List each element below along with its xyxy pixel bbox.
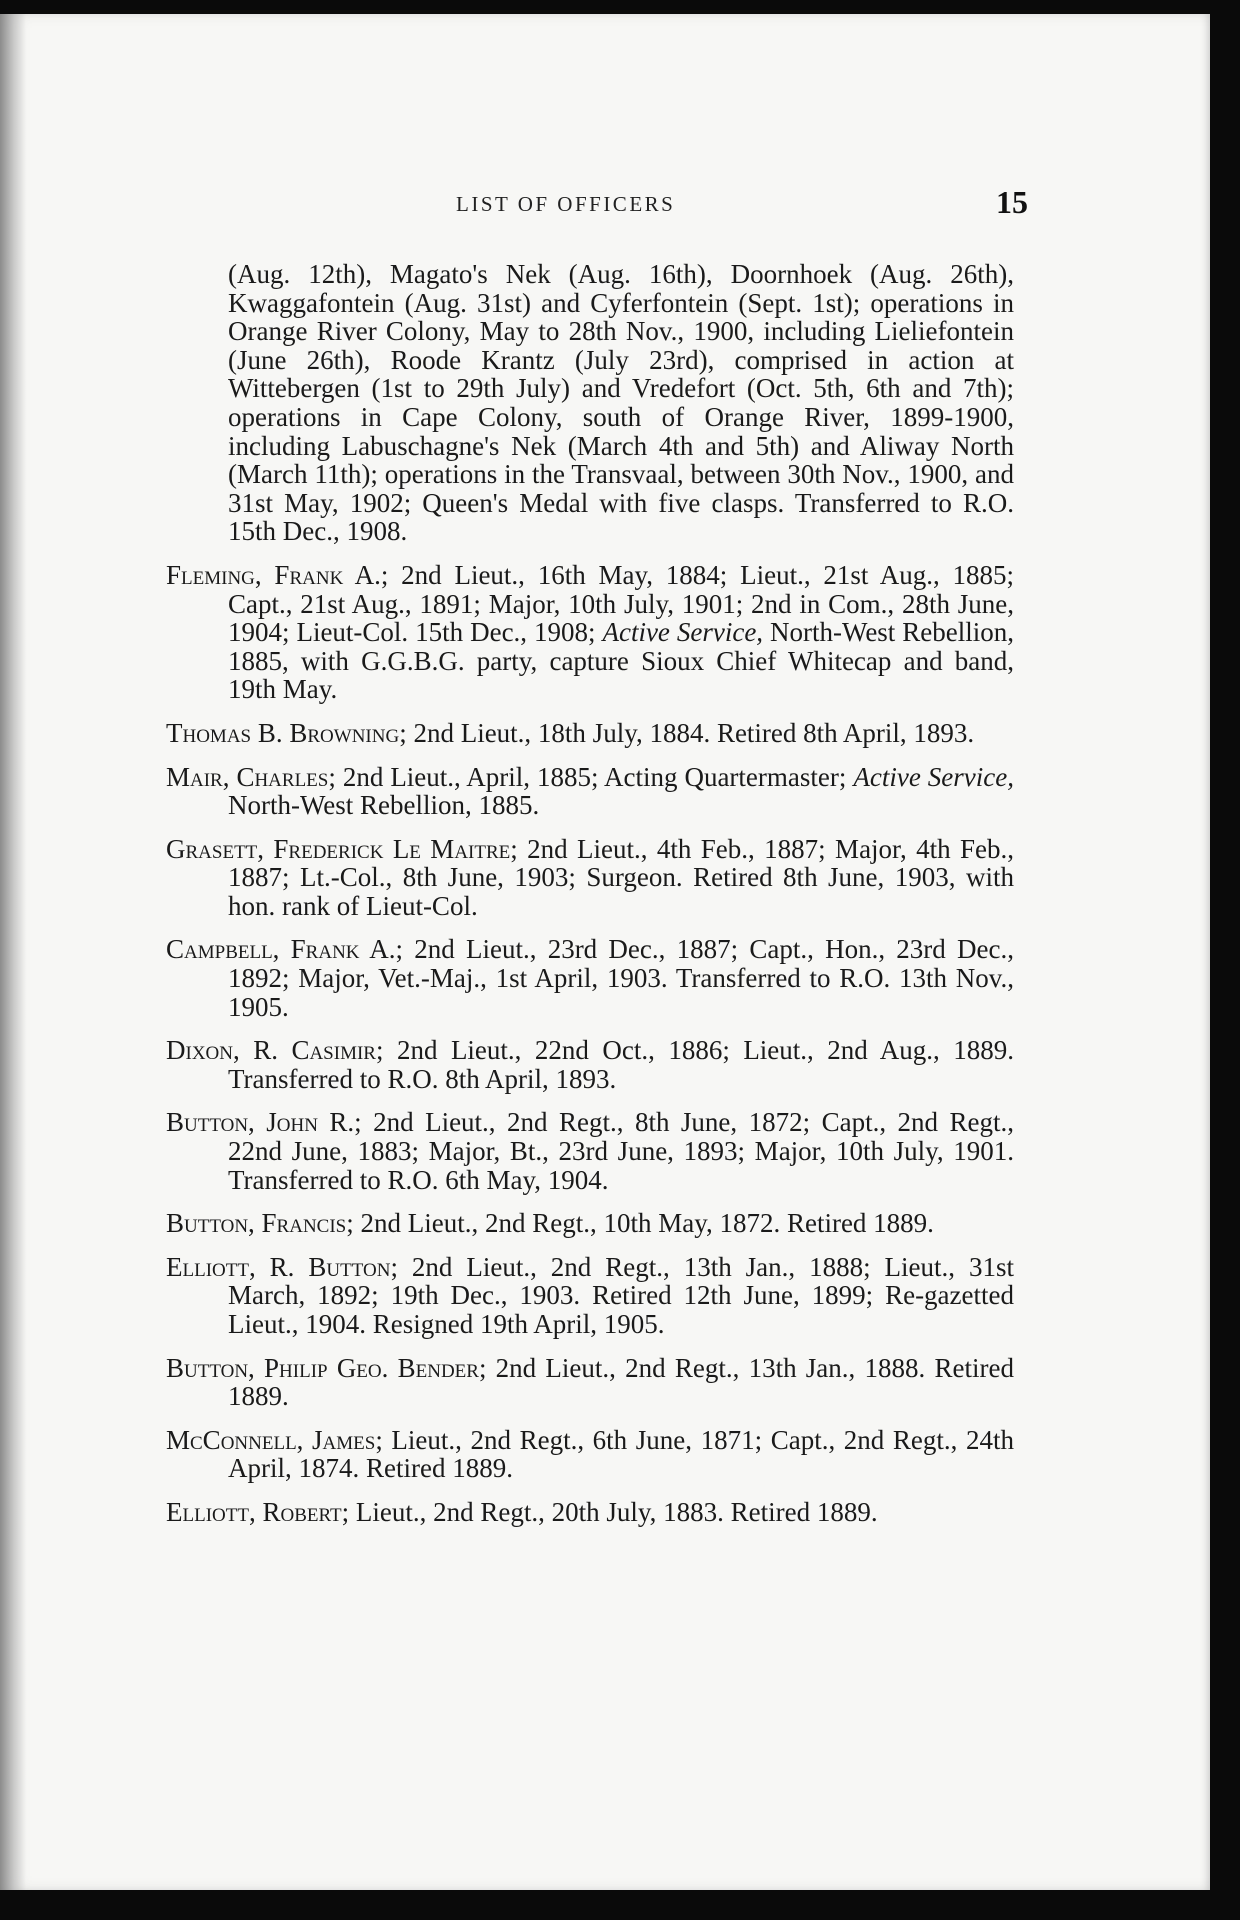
officer-name: Grasett, Frederick Le Maitre [166,833,511,864]
officer-entry-elliott-r-button [166,1253,1014,1339]
book-page [0,14,1210,1890]
entry-text: ; 2nd Lieut., 2nd Regt., 13th Jan., 1888; Lieut., 31st March, 1892; 19th Dec., 1903. Retired 12th June, 1899; Re-gazetted Lieut., 1904. Resigned 19th April, 1905. [228,1251,1014,1339]
entry-text: ; 2nd Lieut., 2nd Regt., 13th Jan., 1888. Retired 1889. [228,1352,1014,1412]
continued-entry: (Aug. 12th), Magato's Nek (Aug. 16th), Doornhoek (Aug. 26th), Kwaggafontein (Aug. 31st) and Cyferfontein (Sept. 1st); operations in Orange River Colony, May to 28th Nov., 1900, including Lieliefontein (June 26th), Roode Krantz (July 23rd), comprised in action at Wittebergen (1st to 29th July) and Vredefort (Oct. 5th, 6th and 7th); operations in Cape Colony, south of Orange River, 1899-1900, including Labuschagne's Nek (March 4th and 5th) and Aliway North (March 11th); operations in the Transvaal, between 30th Nov., 1900, and 31st May, 1902; Queen's Medal with five clasps. Transferred to R.O. 15th Dec., 1908. [228,259,1014,547]
officer-name: Button, John R. [166,1107,355,1138]
officer-entry-fleming [166,561,1014,704]
entry-text: ; 2nd Lieut., April, 1885; Acting Quartermaster; [328,761,854,792]
entry-text-after: North-West Rebellion, 1885, with G.G.B.G. party, capture Sioux Chief Whitecap and band, 19th May. [228,617,1014,705]
officer-name: McConnell, James [166,1424,376,1455]
entry-text: ; 2nd Lieut., 18th July, 1884. Retired 8th April, 1893. [399,717,975,748]
officer-list [166,260,1014,1542]
officer-name: Button, Philip Geo. Bender [166,1352,479,1383]
entry-text: ; 2nd Lieut., 23rd Dec., 1887; Capt., Hon., 23rd Dec., 1892; Major, Vet.-Maj., 1st April, 1903. Transferred to R.O. 13th Nov., 1905. [228,934,1015,1022]
entry-text-after: North-West Rebellion, 1885. [228,790,540,821]
page-header [0,184,1210,224]
entry-italic: Active Service, [853,761,1014,792]
entry-text: ; 2nd Lieut., 16th May, 1884; Lieut., 21st Aug., 1885; Capt., 21st Aug., 1891; Major, 10th July, 1901; 2nd in Com., 28th June, 1904; Lieut-Col. 15th Dec., 1908; [228,559,1014,648]
officer-name: Thomas B. Browning [166,717,400,748]
officer-entry-elliott-robert [166,1498,1014,1527]
officer-entry-button-francis [166,1209,1014,1238]
page-number: 15 [996,184,1028,220]
officer-entry-button-john [166,1108,1014,1194]
officer-entry-mair [166,763,1014,820]
officer-entry-mcconnell [166,1426,1014,1483]
officer-name: Mair, Charles [166,761,329,792]
officer-entry-campbell [166,935,1014,1021]
entry-text: ; Lieut., 2nd Regt., 6th June, 1871; Capt., 2nd Regt., 24th April, 1874. Retired 1889. [228,1424,1014,1484]
entry-text: ; 2nd Lieut., 2nd Regt., 10th May, 1872. Retired 1889. [346,1208,934,1239]
officer-entry-grasett [166,835,1014,921]
officer-entry-browning [166,719,1014,748]
officer-name: Campbell, Frank A. [166,934,396,965]
officer-name: Elliott, R. Button [166,1251,391,1282]
entry-text: ; 2nd Lieut., 22nd Oct., 1886; Lieut., 2nd Aug., 1889. Transferred to R.O. 8th April, 1893. [228,1035,1014,1094]
officer-name: Elliott, Robert [166,1496,342,1527]
officer-name: Button, Francis [166,1208,347,1239]
entry-italic: Active Service, [602,617,764,648]
running-title: LIST OF OFFICERS [456,192,676,216]
officer-name: Fleming, Frank A. [166,559,381,590]
entry-text: ; Lieut., 2nd Regt., 20th July, 1883. Retired 1889. [341,1496,878,1527]
officer-name: Dixon, R. Casimir [166,1035,376,1066]
officer-entry-button-philip [166,1354,1014,1411]
entry-text: ; 2nd Lieut., 4th Feb., 1887; Major, 4th Feb., 1887; Lt.-Col., 8th June, 1903; Surgeon. Retired 8th June, 1903, with hon. rank of Lieut-Col. [228,833,1014,921]
officer-entry-dixon [166,1036,1014,1093]
entry-text: ; 2nd Lieut., 2nd Regt., 8th June, 1872; Capt., 2nd Regt., 22nd June, 1883; Major, Bt., 23rd June, 1893; Major, 10th July, 1901. Transferred to R.O. 6th May, 1904. [228,1107,1014,1195]
binding-shadow [0,14,26,1890]
